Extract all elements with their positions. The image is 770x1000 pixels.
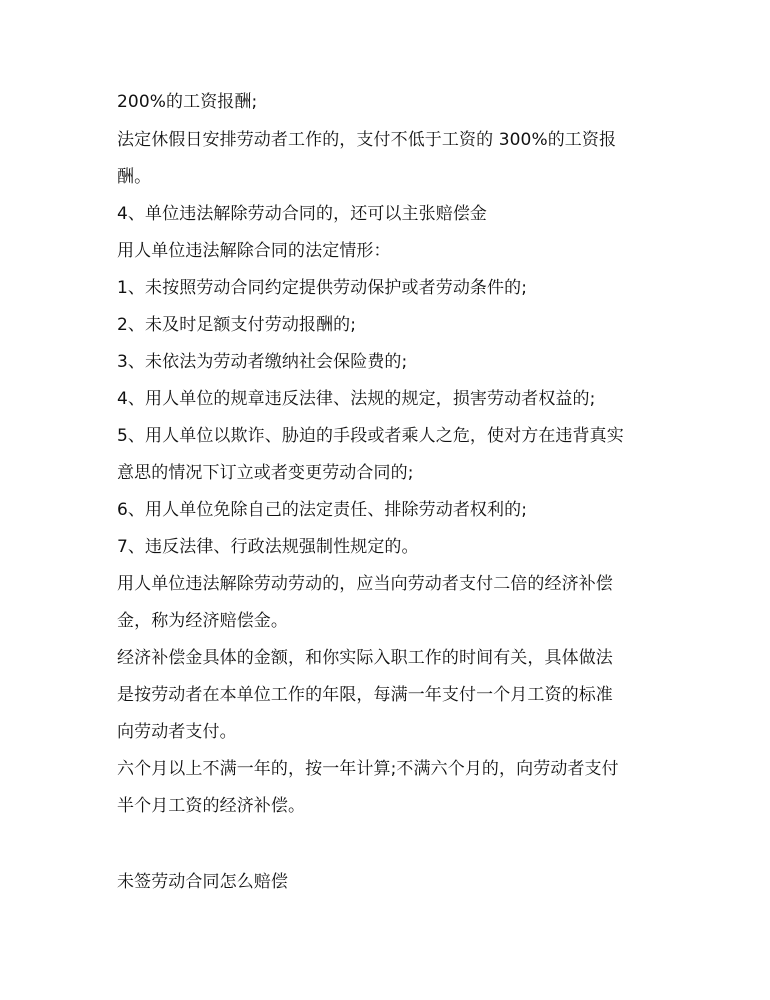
text-line: 经济补偿金具体的金额，和你实际入职工作的时间有关，具体做法: [117, 648, 613, 668]
list-item: 4、用人单位的规章违反法律、法规的规定，损害劳动者权益的;: [117, 389, 596, 409]
list-item: 5、用人单位以欺诈、胁迫的手段或者乘人之危，使对方在违背真实: [117, 426, 624, 446]
section-heading: 未签劳动合同怎么赔偿: [117, 872, 288, 892]
list-item: 7、违反法律、行政法规强制性规定的。: [117, 537, 419, 557]
text-line: 用人单位违法解除劳动劳动的，应当向劳动者支付二倍的经济补偿: [117, 574, 613, 594]
list-item: 1、未按照劳动合同约定提供劳动保护或者劳动条件的;: [117, 278, 528, 298]
list-item: 6、用人单位免除自己的法定责任、排除劳动者权利的;: [117, 500, 528, 520]
text-line: 向劳动者支付。: [117, 722, 237, 742]
text-line: 法定休假日安排劳动者工作的，支付不低于工资的 300%的工资报: [117, 130, 617, 150]
text-line: 200%的工资报酬;: [117, 92, 258, 112]
list-item: 意思的情况下订立或者变更劳动合同的;: [117, 463, 414, 483]
text-line: 金，称为经济赔偿金。: [117, 611, 288, 631]
text-line: 是按劳动者在本单位工作的年限，每满一年支付一个月工资的标准: [117, 685, 613, 705]
text-line: 用人单位违法解除合同的法定情形：: [117, 241, 391, 261]
list-item: 3、未依法为劳动者缴纳社会保险费的;: [117, 352, 408, 372]
text-line: 六个月以上不满一年的，按一年计算;不满六个月的，向劳动者支付: [117, 759, 619, 779]
list-item: 2、未及时足额支付劳动报酬的;: [117, 315, 357, 335]
text-line: 半个月工资的经济补偿。: [117, 796, 306, 816]
text-line: 4、单位违法解除劳动合同的，还可以主张赔偿金: [117, 204, 488, 224]
text-line: 酬。: [117, 167, 152, 187]
